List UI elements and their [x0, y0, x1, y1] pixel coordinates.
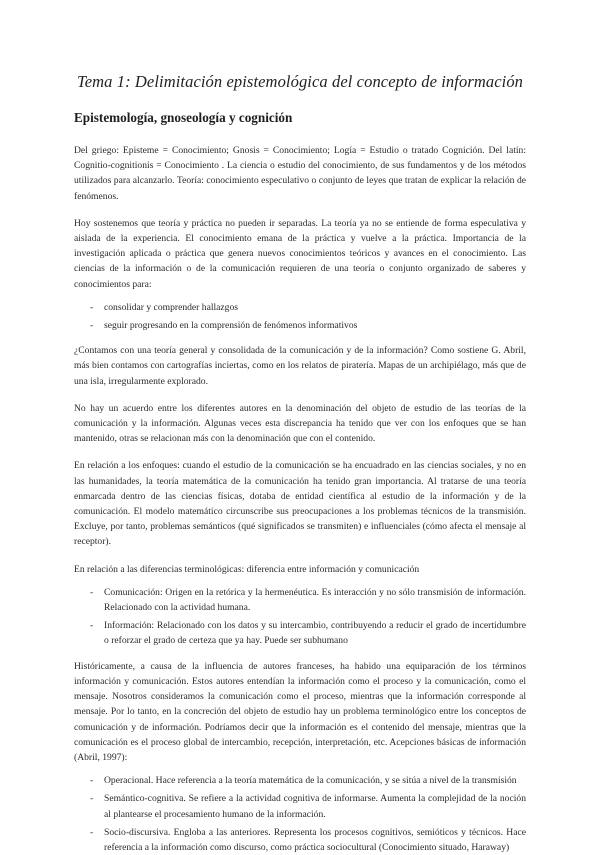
- list-meanings: [74, 773, 526, 855]
- bullet-dash: -: [90, 826, 94, 838]
- list-item: [74, 773, 526, 788]
- list-item-text: Operacional. Hace referencia a la teoría matemática de la comunicación, y se sitúa a nivel de la transmisión: [104, 775, 517, 787]
- list-item-text: Comunicación: Origen en la retórica y la hermenéutica. Es interacción y no sólo transmisión de información. Relacionado con la actividad humana.: [104, 586, 526, 614]
- paragraph-definitions: Del griego: Episteme = Conocimiento; Gnosis = Conocimiento; Logía = Estudio o tratado Cognición. Del latín: Cognitio-cognitionis = Conocimiento . La ciencia o estudio del conocimiento, de sus fundamentos y de los métodos utilizados para alcanzarlo. Teoría: conocimiento especulativo o conjunto de leyes que tratan de explicar la relación de fenómenos.: [74, 145, 526, 202]
- bullet-dash: -: [90, 320, 94, 332]
- bullet-dash: -: [90, 775, 94, 787]
- list-item-text: Socio-discursiva. Engloba a las anteriores. Representa los procesos cognitivos, semióticos y técnicos. Hace referencia a la información como discurso, como práctica sociocultural (Conocimiento situado, Haraway): [104, 826, 526, 853]
- paragraph-no-agreement: No hay un acuerdo entre los diferentes autores en la denominación del objeto de estudio de las teorías de la comunicación y la información. Algunas veces esta discrepancia ha tenido que ver con los enfoques que se han mantenido, otras se relacionan más con la denominación que con el contenido.: [74, 402, 526, 445]
- list-item-text: seguir progresando en la comprensión de fenómenos informativos: [104, 320, 358, 332]
- section-heading: Epistemología, gnoseología y cognición: [74, 110, 293, 125]
- document-title: Tema 1: Delimitación epistemológica del concepto de información: [76, 72, 524, 91]
- bullet-dash: -: [90, 793, 94, 805]
- paragraph-general-theory: ¿Contamos con una teoría general y consolidada de la comunicación y de la información? Como sostiene G. Abril, más bien contamos con cartografías inciertas, como en los relatos de piratería. Mapas de un archipiélago, más que de una isla, irregularmente explorado.: [74, 345, 526, 387]
- list-item-text: consolidar y comprender hallazgos: [104, 301, 238, 313]
- list-objectives: [74, 300, 526, 333]
- paragraph-terminology: En relación a las diferencias terminológicas: diferencia entre información y comunicación: [74, 563, 420, 575]
- list-item: [74, 791, 526, 821]
- list-item: [74, 300, 526, 315]
- paragraph-historical: Históricamente, a causa de la influencia de autores franceses, ha habido una equiparación de los términos información y comunicación. Estos autores entendían la información como el proceso y la comunicación, como el mensaje. Nosotros consideramos la comunicación como el proceso, mientras que la información corresponde al mensaje. Por lo tanto, en la concreción del objeto de estudio hay un problema terminológico entre los conceptos de comunicación y de información. Podríamos decir que la información es el contenido del mensaje, mientras que la comunicación es el proceso global de intercambio, recepción, interpretación, etc. Acepciones básicas de información (Abril, 1997):: [74, 660, 526, 763]
- bullet-dash: -: [90, 620, 94, 632]
- list-terminology: [74, 585, 526, 649]
- bullet-dash: -: [90, 586, 94, 598]
- list-item-text: Semántico-cognitiva. Se refiere a la actividad cognitiva de informarse. Aumenta la complejidad de la noción al plantearse el procesamiento humano de la información.: [104, 793, 526, 820]
- bullet-dash: -: [90, 301, 94, 313]
- list-item: [74, 825, 526, 855]
- paragraph-approaches: En relación a los enfoques: cuando el estudio de la comunicación se ha encuadrado en las ciencias sociales, y no en las humanidades, la teoría matemática de la comunicación ha tenido gran importancia. Al tratarse de una teoría enmarcada dentro de las ciencias físicas, dotaba de entidad científica al estudio de la información y de la comunicación. El modelo matemático circunscribe sus preocupaciones a los problemas técnicos de la transmisión. Excluye, por tanto, problemas semánticos (qué significados se transmiten) e influenciales (cómo afecta el mensaje al receptor).: [74, 460, 526, 548]
- paragraph-theory-practice: Hoy sostenemos que teoría y práctica no pueden ir separadas. La teoría ya no se entiende de forma especulativa y aislada de la experiencia. El conocimiento emana de la práctica y vuelve a la práctica. Importancia de la investigación aplicada o práctica que genera nuevos conocimientos teóricos y avances en el conocimiento. Las ciencias de la información o de la comunicación requieren de una teoría o conjunto organizado de saberes y conocimientos para:: [74, 217, 526, 290]
- list-item: [74, 585, 526, 615]
- list-item: [74, 318, 526, 333]
- list-item-text: Información: Relacionado con los datos y su intercambio, contribuyendo a reducir el grado de incertidumbre o reforzar el grado de certeza que ya hay. Puede ser subhumano: [104, 620, 526, 647]
- list-item: [74, 618, 526, 648]
